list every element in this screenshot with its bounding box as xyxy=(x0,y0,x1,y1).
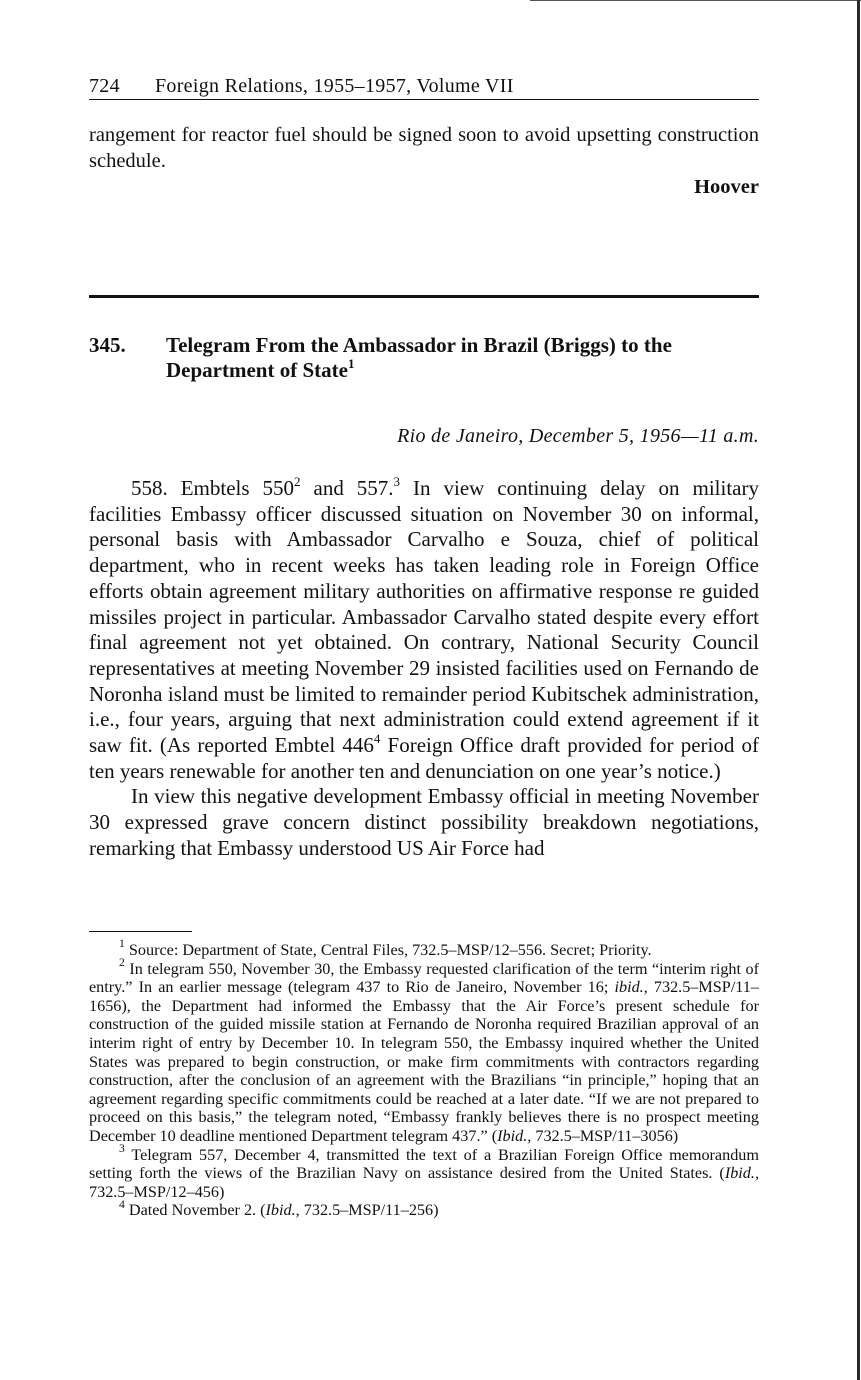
footnote-4 xyxy=(89,1197,759,1220)
document-title-text: Telegram From the Ambassador in Brazil (Briggs) to the Department of State xyxy=(166,333,672,382)
footnote-ref-4[interactable]: 4 xyxy=(373,730,381,746)
footnotes xyxy=(89,937,760,1220)
footnote-text: Telegram 557, December 4, transmitted the text of a Brazilian Foreign Office memorandum setting forth the views of the Brazilian Navy on assistance desired from the United States. ( xyxy=(89,1145,759,1183)
document-title xyxy=(166,333,759,383)
paragraph-1-text: and 557. xyxy=(300,476,394,500)
footnote-text: 732.5–MSP/11–256) xyxy=(299,1201,439,1220)
footnote-ref-1[interactable]: 1 xyxy=(347,355,355,371)
footnote-italic: Ibid., xyxy=(724,1164,759,1183)
document-heading xyxy=(89,333,759,383)
dateline: Rio de Janeiro, December 5, 1956—11 a.m. xyxy=(397,425,759,447)
footnote-mark: 4 xyxy=(119,1197,125,1211)
signature: Hoover xyxy=(694,176,759,198)
footnote-italic: Ibid., xyxy=(497,1126,532,1145)
footnote-mark: 3 xyxy=(119,1141,125,1155)
footnote-mark: 1 xyxy=(119,937,125,951)
telegram-body xyxy=(89,473,759,862)
running-head-title: Foreign Relations, 1955–1957, Volume VII xyxy=(155,75,514,97)
footnote-text: In telegram 550, November 30, the Embassy requested clarification of the term “interim right of entry.” In an earlier message (telegram 437 to Rio de Janeiro, November 16; xyxy=(89,959,760,997)
footnote-1 xyxy=(89,937,759,960)
footnote-ref-2[interactable]: 2 xyxy=(294,473,301,489)
footnote-text: Dated November 2. ( xyxy=(128,1201,266,1220)
footnote-divider xyxy=(89,931,192,932)
paragraph-1 xyxy=(89,473,759,784)
footnote-text: 732.5–MSP/11–3056) xyxy=(531,1126,679,1145)
paragraph-1-text: Foreign Office draft provided for period of ten years renewable for another ten and denunciation on one year’s notice.) xyxy=(89,733,759,783)
footnote-text: 732.5–MSP/11–1656), the Department had informed the Embassy that the Air Force’s present schedule for construction of the guided missile station at Fernando de Noronha required Brazilian approval of an interim right of entry by December 10. In telegram 550, the Embassy inquired whether the United States was prepared to begin construction, or make firm commitments with contractors regarding construction, after the conclusion of an agreement with the Brazilians “in principle,” hoping that an agreement regarding specific commitments could be reached at a later date. “If we are not prepared to proceed on this basis,” the telegram noted, “Embassy frankly believes there is no prospect meeting December 10 deadline mentioned Department telegram 437.” ( xyxy=(89,978,759,1145)
footnote-mark: 2 xyxy=(119,956,125,970)
footnote-ref-3[interactable]: 3 xyxy=(393,473,401,489)
section-divider xyxy=(89,295,759,298)
footnote-2 xyxy=(89,956,760,1146)
paragraph-2: In view this negative development Embassy official in meeting November 30 expressed grave concern distinct possibility breakdown negotiations, remarking that Embassy understood US Air Force had xyxy=(89,784,759,860)
page-number: 724 xyxy=(89,75,120,97)
running-head xyxy=(89,74,759,100)
paragraph-1-text: 558. Embtels 550 xyxy=(131,476,295,500)
footnote-text: Source: Department of State, Central Files, 732.5–MSP/12–556. Secret; Priority. xyxy=(128,941,652,959)
scan-top-edge xyxy=(530,0,861,1)
scan-binding-edge xyxy=(857,0,860,1380)
document-number: 345. xyxy=(89,333,126,357)
previous-document-text: rangement for reactor fuel should be signed soon to avoid upsetting construction schedule. xyxy=(89,124,759,172)
footnote-italic: Ibid., xyxy=(265,1201,300,1220)
paragraph-1-text: In view continuing delay on military facilities Embassy officer discussed situation on November 30 on informal, personal basis with Ambassador Carvalho e Souza, chief of political department, who in recent weeks has taken leading role in Foreign Office efforts obtain agreement military authorities on affirmative response re guided missiles project in particular. Ambassador Carvalho stated despite every effort final agreement not yet obtained. On contrary, National Security Council representatives at meeting November 29 insisted facilities used on Fernando de Noronha island must be limited to remainder period Kubitschek administration, i.e., four years, arguing that next administration could extend agreement if it saw fit. (As reported Embtel 446 xyxy=(89,476,759,758)
footnote-text: 732.5–MSP/12–456) xyxy=(89,1182,225,1201)
footnote-3 xyxy=(89,1141,759,1202)
footnote-italic: ibid., xyxy=(614,978,648,997)
